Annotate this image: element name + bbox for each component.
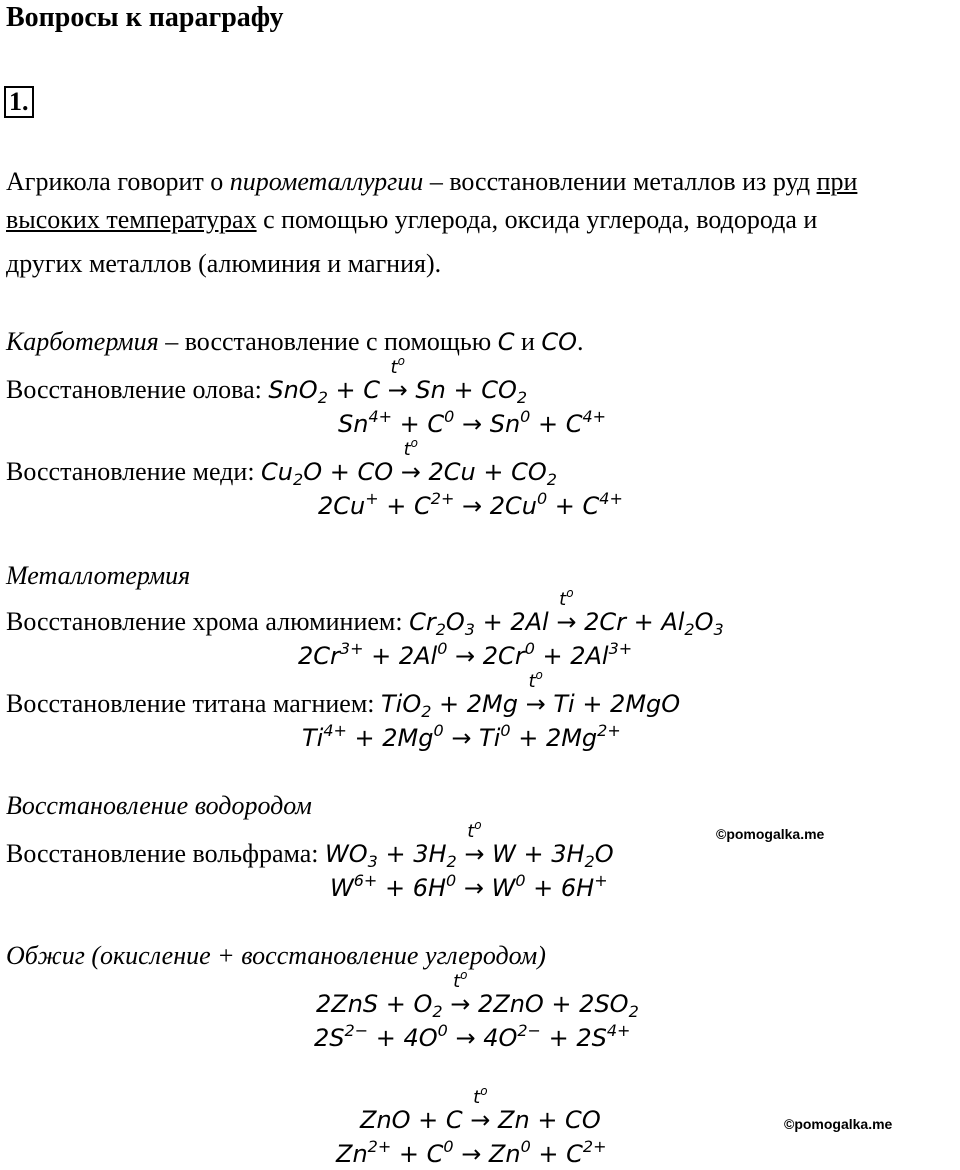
pyrometallurgy-term: пирометаллургии <box>229 167 424 196</box>
carbon-symbol: C <box>497 328 515 356</box>
definition-text: . <box>577 327 584 356</box>
watermark: ©pomogalka.me <box>784 1116 893 1132</box>
intro-line-1 <box>6 164 857 200</box>
question-number: 1. <box>4 86 34 118</box>
zns-equation: $2ZnS + O_2$ → $t^o$ $2ZnO + 2SO_2$ <box>316 968 639 1021</box>
copper-equation: Восстановление меди: $Cu_2O$ + CO → $t^o$ $2Cu + CO_2$ <box>6 436 557 489</box>
heat-arrow: → $t^o$ <box>470 1084 491 1134</box>
heat-arrow: → $t^o$ <box>464 818 485 868</box>
page-title: Вопросы к параграфу <box>6 2 284 33</box>
underlined-text: высоких температурах <box>6 205 257 234</box>
tin-label: Восстановление олова: <box>6 375 269 404</box>
titanium-equation: Восстановление титана магнием: TiO$_2$ + 2Mg → $t^o$ Ti + 2MgO <box>6 668 681 721</box>
tungsten-label: Восстановление вольфрама: <box>6 839 326 868</box>
definition-text: и <box>514 327 542 356</box>
intro-text: Агрикола говорит о <box>6 167 230 196</box>
roasting-heading: Обжиг (окисление + восстановление углеродом) <box>6 941 546 970</box>
zno-electron-equation: $Zn^{2+} + C^0 \to Zn^0 + C^{2+}$ <box>336 1137 607 1168</box>
tungsten-electron-equation: $W^{6+} + 6H^0 \to W^0 + 6H^+$ <box>330 871 608 902</box>
chromium-label: Восстановление хрома алюминием: <box>6 607 410 636</box>
heat-arrow: → $t^o$ <box>450 968 471 1018</box>
tungsten-equation: Восстановление вольфрама: $WO_3 + 3H_2$ → $t^o$ $W + 3H_2O$ <box>6 818 614 871</box>
intro-text: с помощью углерода, оксида углерода, водорода и <box>256 205 818 234</box>
zno-equation: ZnO + C → $t^o$ Zn + CO <box>360 1084 601 1134</box>
heat-arrow: → $t^o$ <box>556 586 577 636</box>
titanium-electron-equation: $Ti^{4+} + 2Mg^0 \to Ti^0 + 2Mg^{2+}$ <box>302 721 621 752</box>
intro-line-3: других металлов (алюминия и магния). <box>6 249 442 278</box>
intro-text: – восстановлении металлов из руд <box>423 167 817 196</box>
tin-equation: Восстановление олова: SnO$_2$ + C → $t^o$ $Sn + CO_2$ <box>6 354 528 407</box>
chromium-equation: Восстановление хрома алюминием: $Cr_2O_3 + 2Al$ → $t^o$ $2Cr + Al_2O_3$ <box>6 586 724 639</box>
heat-arrow: → $t^o$ <box>400 436 421 486</box>
zns-electron-equation: $2S^{2-} + 4O^0 \to 4O^{2-} + 2S^{4+}$ <box>314 1021 631 1052</box>
tin-electron-equation: $Sn^{4+} + C^0 \to Sn^0 + C^{4+}$ <box>338 407 607 438</box>
heat-arrow: → $t^o$ <box>525 668 546 718</box>
copper-label: Восстановление меди: <box>6 457 262 486</box>
co-symbol: CO <box>541 328 578 356</box>
copper-electron-equation: $2Cu^+ + C^{2+} \to 2Cu^0 + C^{4+}$ <box>318 489 623 520</box>
titanium-label: Восстановление титана магнием: <box>6 689 381 718</box>
intro-line-2 <box>6 202 817 238</box>
heat-arrow: → $t^o$ <box>387 354 408 404</box>
carbothermy-definition <box>6 324 584 360</box>
chromium-electron-equation: $2Cr^{3+} + 2Al^0 \to 2Cr^0 + 2Al^{3+}$ <box>298 639 633 670</box>
watermark: ©pomogalka.me <box>716 826 825 842</box>
underlined-text: при <box>816 167 858 196</box>
carbothermy-term: Карботермия <box>6 327 159 356</box>
definition-text: – восстановление с помощью <box>158 327 498 356</box>
hydrogen-heading: Восстановление водородом <box>6 791 312 820</box>
metallothermy-heading: Металлотермия <box>6 561 191 590</box>
